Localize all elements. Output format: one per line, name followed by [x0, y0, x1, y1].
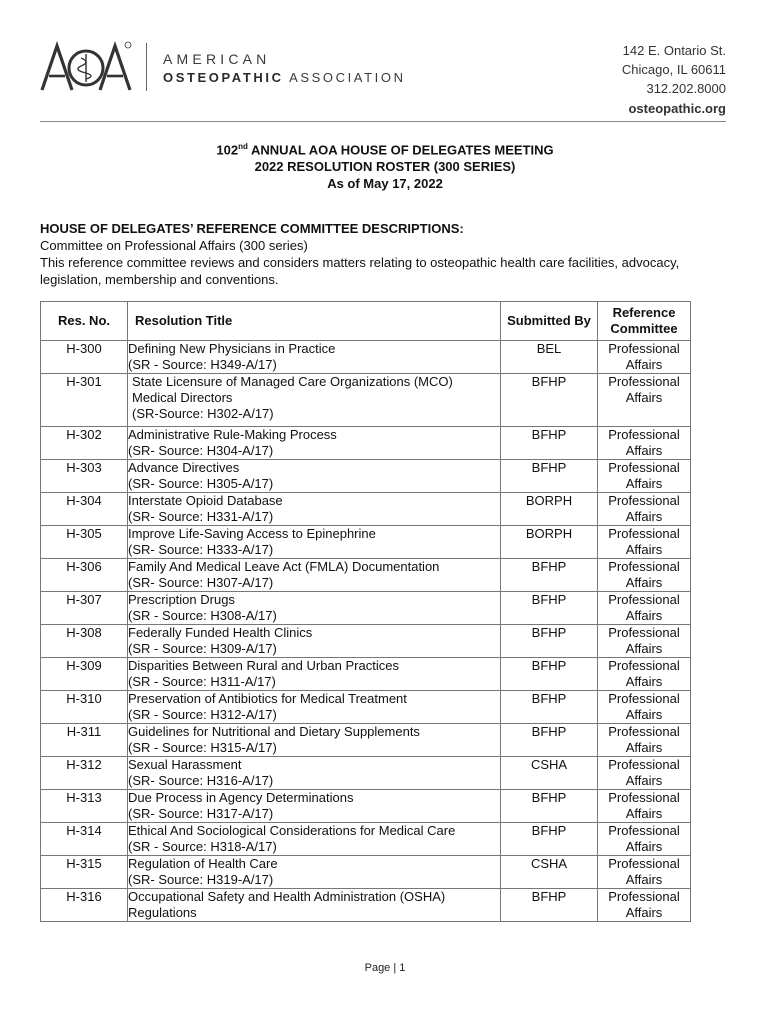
reference-committee-line2: Affairs — [625, 476, 663, 491]
reference-committee-cell — [598, 526, 691, 559]
submitted-by-cell: BORPH — [501, 526, 598, 559]
reference-committee-line1: Professional — [608, 790, 680, 805]
website-link[interactable]: osteopathic.org — [628, 101, 726, 116]
table-row — [41, 559, 691, 592]
resolution-source: (SR- Source: H305-A/17) — [128, 476, 274, 491]
reference-committee-line2: Affairs — [625, 608, 663, 623]
res-no-cell: H-304 — [41, 493, 128, 526]
reference-committee-line2: Affairs — [625, 575, 663, 590]
reference-committee-line1: Professional — [608, 691, 680, 706]
reference-committee-line2: Affairs — [625, 357, 663, 372]
reference-committee-line1: Professional — [608, 374, 680, 389]
header-divider — [40, 121, 726, 122]
reference-committee-cell — [598, 823, 691, 856]
reference-committee-line1: Professional — [608, 889, 680, 904]
resolution-title: Disparities Between Rural and Urban Practices — [128, 658, 399, 673]
resolution-title-cell — [128, 460, 501, 493]
submitted-by-cell: BFHP — [501, 724, 598, 757]
submitted-by-cell: BFHP — [501, 460, 598, 493]
reference-committee-cell — [598, 724, 691, 757]
reference-committee-line1: Professional — [608, 658, 680, 673]
description-heading: HOUSE OF DELEGATES’ REFERENCE COMMITTEE DESCRIPTIONS: — [40, 221, 464, 236]
reference-committee-cell — [598, 757, 691, 790]
res-no-cell: H-306 — [41, 559, 128, 592]
submitted-by-cell: BFHP — [501, 790, 598, 823]
resolution-title-cell — [128, 625, 501, 658]
reference-committee-line1: Professional — [608, 592, 680, 607]
resolution-title-cell — [128, 526, 501, 559]
reference-committee-line2: Affairs — [625, 509, 663, 524]
address-block — [622, 41, 726, 98]
resolution-source: (SR - Source: H308-A/17) — [128, 608, 277, 623]
address-phone: 312.202.8000 — [646, 81, 726, 96]
document-title — [0, 138, 770, 192]
submitted-by-cell: BFHP — [501, 427, 598, 460]
resolution-source: (SR-Source: H302-A/17) — [132, 406, 274, 421]
resolution-title: Due Process in Agency Determinations — [128, 790, 354, 805]
reference-committee-cell — [598, 889, 691, 922]
title-line3: As of May 17, 2022 — [327, 176, 443, 192]
address-city: Chicago, IL 60611 — [621, 62, 726, 77]
submitted-by-cell: BFHP — [501, 592, 598, 625]
table-row — [41, 757, 691, 790]
resolution-title: Regulation of Health Care — [128, 856, 278, 871]
res-no-cell: H-305 — [41, 526, 128, 559]
address-street: 142 E. Ontario St. — [622, 43, 726, 58]
submitted-by-cell: BFHP — [501, 559, 598, 592]
logo-divider — [146, 43, 147, 91]
res-no-cell: H-316 — [41, 889, 128, 922]
reference-committee-cell — [598, 493, 691, 526]
reference-committee-line1: Professional — [608, 757, 680, 772]
title-line2: 2022 RESOLUTION ROSTER (300 SERIES) — [254, 159, 516, 175]
reference-committee-line2: Affairs — [625, 390, 663, 405]
reference-committee-line2: Affairs — [625, 905, 663, 920]
resolution-source: (SR- Source: H319-A/17) — [128, 872, 274, 887]
org-name-line2 — [163, 70, 406, 85]
submitted-by-cell: BORPH — [501, 493, 598, 526]
reference-committee-line2: Affairs — [625, 641, 663, 656]
reference-committee-line2: Affairs — [625, 773, 663, 788]
resolution-source: (SR- Source: H316-A/17) — [128, 773, 274, 788]
header-resolution-title: Resolution Title — [128, 302, 501, 341]
table-row — [41, 592, 691, 625]
resolution-title: Advance Directives — [128, 460, 240, 475]
resolution-title: Preservation of Antibiotics for Medical Treatment — [128, 691, 407, 706]
header-reference-committee: Reference Committee — [598, 302, 691, 341]
org-name-line1: AMERICAN — [163, 51, 271, 67]
resolution-title-cell — [128, 823, 501, 856]
table-row — [41, 856, 691, 889]
reference-committee-line2: Affairs — [625, 872, 663, 887]
submitted-by-cell: BFHP — [501, 889, 598, 922]
reference-committee-cell — [598, 427, 691, 460]
submitted-by-cell: BFHP — [501, 625, 598, 658]
resolution-title: Federally Funded Health Clinics — [128, 625, 313, 640]
table-header-row — [41, 302, 691, 341]
resolution-source: (SR- Source: H307-A/17) — [128, 575, 274, 590]
res-no-cell: H-308 — [41, 625, 128, 658]
resolution-title: Guidelines for Nutritional and Dietary Supplements — [128, 724, 420, 739]
table-row — [41, 460, 691, 493]
reference-committee-line2: Affairs — [625, 707, 663, 722]
res-no-cell: H-315 — [41, 856, 128, 889]
resolution-source: (SR - Source: H318-A/17) — [128, 839, 277, 854]
reference-committee-line1: Professional — [608, 823, 680, 838]
resolution-title: Occupational Safety and Health Administration (OSHA) Regulations — [128, 889, 446, 920]
reference-committee-line2: Affairs — [625, 443, 663, 458]
committee-text: This reference committee reviews and considers matters relating to osteopathic health care facilities, advocacy, legislation, membership and conventions. — [40, 255, 680, 287]
table-row — [41, 658, 691, 691]
resolution-title-cell — [128, 427, 501, 460]
committee-name: Committee on Professional Affairs (300 series) — [40, 238, 308, 253]
reference-committee-cell — [598, 374, 691, 427]
resolution-title-cell — [128, 724, 501, 757]
table-row — [41, 691, 691, 724]
table-row — [41, 526, 691, 559]
reference-committee-cell — [598, 625, 691, 658]
committee-description — [40, 220, 730, 288]
submitted-by-cell: BFHP — [501, 691, 598, 724]
table-row — [41, 341, 691, 374]
resolution-title-cell — [128, 790, 501, 823]
res-no-cell: H-309 — [41, 658, 128, 691]
table-body — [41, 341, 691, 922]
reference-committee-line1: Professional — [608, 625, 680, 640]
resolution-source: (SR - Source: H349-A/17) — [128, 357, 277, 372]
table-row — [41, 790, 691, 823]
resolution-source: (SR - Source: H315-A/17) — [128, 740, 277, 755]
page-number: Page | 1 — [364, 962, 406, 974]
reference-committee-line1: Professional — [608, 559, 680, 574]
reference-committee-line1: Professional — [608, 856, 680, 871]
table-row — [41, 724, 691, 757]
table-row — [41, 823, 691, 856]
reference-committee-line2: Affairs — [625, 806, 663, 821]
res-no-cell: H-301 — [41, 374, 128, 427]
res-no-cell: H-314 — [41, 823, 128, 856]
resolution-title: Interstate Opioid Database — [128, 493, 283, 508]
submitted-by-cell: BEL — [501, 341, 598, 374]
title-line1: 102nd ANNUAL AOA HOUSE OF DELEGATES MEETING — [216, 142, 554, 158]
header-res-no: Res. No. — [41, 302, 128, 341]
reference-committee-cell — [598, 460, 691, 493]
resolution-title: State Licensure of Managed Care Organizations (MCO) Medical Directors — [132, 374, 453, 405]
resolution-title-cell — [128, 691, 501, 724]
reference-committee-line2: Affairs — [625, 740, 663, 755]
resolution-title-cell — [128, 341, 501, 374]
reference-committee-line1: Professional — [608, 427, 680, 442]
resolution-title: Improve Life-Saving Access to Epinephrine — [128, 526, 376, 541]
resolution-title-cell — [128, 493, 501, 526]
reference-committee-line1: Professional — [608, 526, 680, 541]
org-name-rest: ASSOCIATION — [289, 70, 406, 85]
table-row — [41, 374, 691, 427]
resolution-title: Family And Medical Leave Act (FMLA) Documentation — [128, 559, 440, 574]
resolution-source: (SR- Source: H317-A/17) — [128, 806, 274, 821]
res-no-cell: H-303 — [41, 460, 128, 493]
resolution-title-cell — [128, 592, 501, 625]
reference-committee-line1: Professional — [608, 460, 680, 475]
resolution-source: (SR - Source: H311-A/17) — [128, 674, 276, 689]
resolution-title-cell — [128, 889, 501, 922]
reference-committee-cell — [598, 790, 691, 823]
reference-committee-cell — [598, 856, 691, 889]
reference-committee-line1: Professional — [608, 493, 680, 508]
reference-committee-line2: Affairs — [625, 542, 663, 557]
res-no-cell: H-313 — [41, 790, 128, 823]
resolution-title: Defining New Physicians in Practice — [128, 341, 336, 356]
reference-committee-cell — [598, 341, 691, 374]
reference-committee-cell — [598, 592, 691, 625]
resolution-source: (SR - Source: H312-A/17) — [128, 707, 277, 722]
aoa-logo — [40, 40, 132, 92]
resolution-title: Administrative Rule-Making Process — [128, 427, 337, 442]
table-row — [41, 493, 691, 526]
res-no-cell: H-311 — [41, 724, 128, 757]
res-no-cell: H-310 — [41, 691, 128, 724]
resolution-source: (SR- Source: H333-A/17) — [128, 542, 274, 557]
resolution-title: Ethical And Sociological Considerations for Medical Care — [128, 823, 456, 838]
reference-committee-line2: Affairs — [625, 674, 663, 689]
res-no-cell: H-312 — [41, 757, 128, 790]
table-row — [41, 625, 691, 658]
resolution-title-cell — [128, 856, 501, 889]
resolution-title: Prescription Drugs — [128, 592, 235, 607]
resolution-title-cell — [128, 757, 501, 790]
resolution-title-cell — [128, 374, 501, 427]
table-row — [41, 889, 691, 922]
submitted-by-cell: BFHP — [501, 658, 598, 691]
resolution-source: (SR- Source: H331-A/17) — [128, 509, 274, 524]
reference-committee-cell — [598, 691, 691, 724]
submitted-by-cell: BFHP — [501, 823, 598, 856]
header-submitted-by: Submitted By — [501, 302, 598, 341]
res-no-cell: H-300 — [41, 341, 128, 374]
reference-committee-line1: Professional — [608, 724, 680, 739]
resolution-title-cell — [128, 658, 501, 691]
reference-committee-cell — [598, 658, 691, 691]
submitted-by-cell: BFHP — [501, 374, 598, 427]
reference-committee-line1: Professional — [608, 341, 680, 356]
submitted-by-cell: CSHA — [501, 757, 598, 790]
res-no-cell: H-302 — [41, 427, 128, 460]
resolution-source: (SR- Source: H304-A/17) — [128, 443, 274, 458]
resolution-source: (SR - Source: H309-A/17) — [128, 641, 277, 656]
reference-committee-cell — [598, 559, 691, 592]
resolution-roster-table — [40, 301, 691, 922]
res-no-cell: H-307 — [41, 592, 128, 625]
resolution-title: Sexual Harassment — [128, 757, 242, 772]
submitted-by-cell: CSHA — [501, 856, 598, 889]
resolution-title-cell — [128, 559, 501, 592]
reference-committee-line2: Affairs — [625, 839, 663, 854]
org-name-bold: OSTEOPATHIC — [163, 70, 284, 85]
table-row — [41, 427, 691, 460]
